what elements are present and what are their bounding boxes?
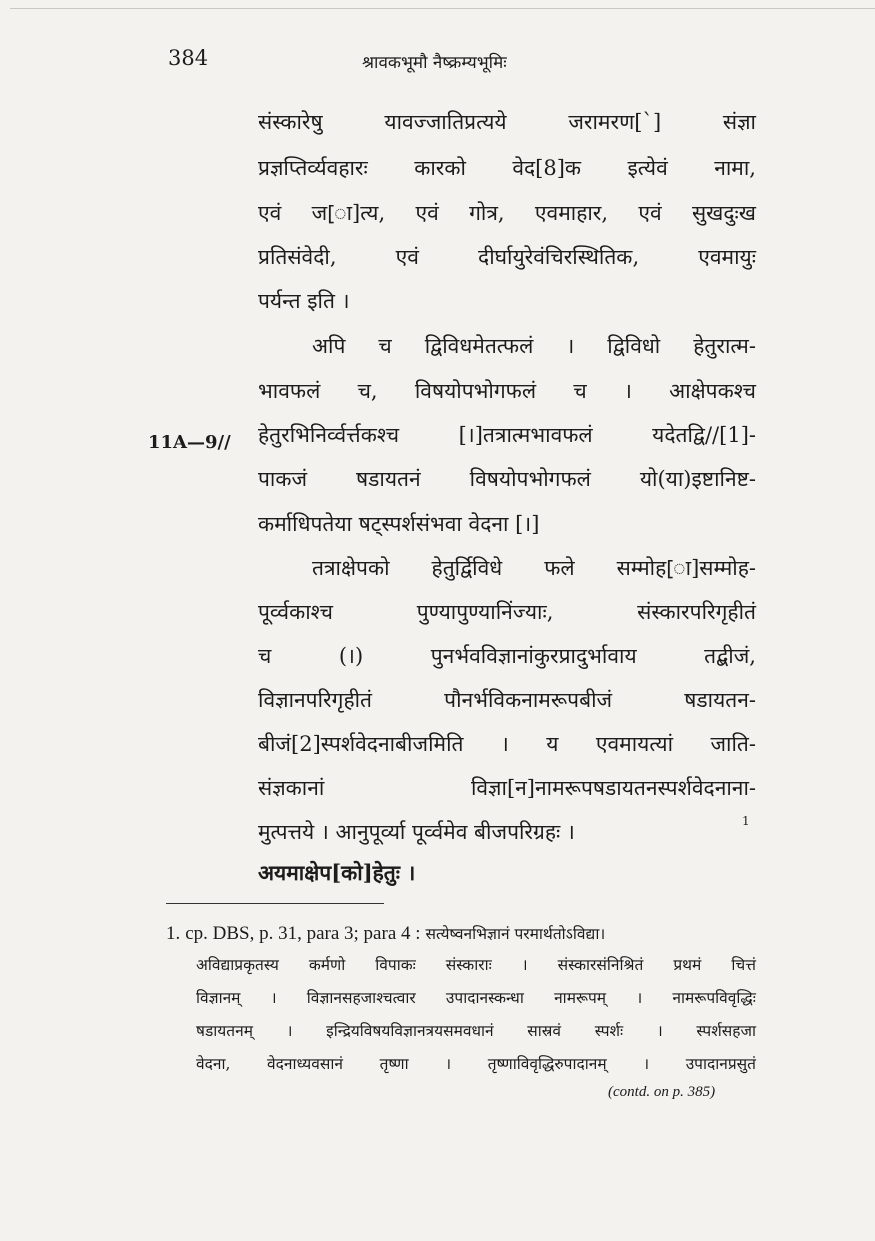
body-line: हेतुरभिनिर्व्वर्त्तकश्च [।]तत्रात्मभावफलं यदेतद्वि//[1]-	[258, 423, 756, 447]
footnote-rule	[166, 903, 384, 904]
body-line: संज्ञकानां विज्ञा[न]नामरूपषडायतनस्पर्शवेदनाना-	[258, 776, 756, 800]
body-line: प्रतिसंवेदी, एवं दीर्घायुरेवंचिरस्थितिक, एवमायुः	[258, 245, 756, 269]
footnote-first-line	[166, 924, 605, 943]
footnote-line: षडायतनम् । इन्द्रियविषयविज्ञानत्रयसमवधानं सास्रवं स्पर्शः । स्पर्शसहजा	[196, 1022, 756, 1040]
body-line: बीजं[2]स्पर्शवेदनाबीजमिति । य एवमायत्यां जाति-	[258, 732, 756, 756]
footnote-reference: 1	[742, 814, 750, 828]
body-line-bold: अयमाक्षेप[को]हेतुः ।	[258, 860, 416, 885]
footnote-continued: (contd. on p. 385)	[608, 1084, 716, 1100]
body-line: तत्राक्षेपको हेतुर्द्विविधे फले सम्मोह[ा]सम्मोह-	[312, 556, 756, 580]
footnote-number: 1.	[166, 923, 181, 944]
footnote-text: सत्येष्वनभिज्ञानं परमार्थतोऽविद्या।	[425, 925, 606, 943]
body-line: पूर्व्वकाश्च पुण्यापुण्यानिंज्याः, संस्कारपरिगृहीतं	[258, 600, 756, 624]
body-line: एवं ज[ा]त्य, एवं गोत्र, एवमाहार, एवं सुखदुःख	[258, 201, 756, 225]
margin-folio-note: 11A—9//	[148, 432, 231, 453]
body-line: कर्माधिपतेया षट्स्पर्शसंभवा वेदना [।]	[258, 512, 540, 536]
scan-edge-line	[10, 8, 875, 9]
body-line: संस्कारेषु यावज्जातिप्रत्यये जरामरण[`] संज्ञा	[258, 110, 756, 134]
body-line: भावफलं च, विषयोपभोगफलं च । आक्षेपकश्च	[258, 379, 756, 403]
footnote-line: वेदना, वेदनाध्यवसानं तृष्णा । तृष्णाविवृद्धिरुपादानम् । उपादानप्रसुतं	[196, 1055, 756, 1073]
body-line: अपि च द्विविधमेतत्फलं । द्विविधो हेतुरात्म-	[312, 334, 756, 358]
footnote-line: अविद्याप्रकृतस्य कर्मणो विपाकः संस्काराः । संस्कारसंनिश्रितं प्रथमं चित्तं	[196, 956, 756, 974]
body-line-text: मुत्पत्तये । आनुपूर्व्या पूर्व्वमेव बीजपरिग्रहः ।	[258, 820, 575, 844]
footnote-line: विज्ञानम् । विज्ञानसहजाश्चत्वार उपादानस्कन्धा नामरूपम् । नामरूपविवृद्धिः	[196, 989, 756, 1007]
body-line: च (।) पुनर्भवविज्ञानांकुरप्रादुर्भावाय तद्बीजं,	[258, 644, 756, 668]
body-line: पर्यन्त इति ।	[258, 289, 350, 313]
running-head: श्रावकभूमौ नैष्क्रम्यभूमिः	[362, 53, 507, 73]
body-line: पाकजं षडायतनं विषयोपभोगफलं यो(या)इष्टानिष्ट-	[258, 467, 756, 491]
page-number: 384	[168, 46, 209, 70]
body-line-with-footnote	[258, 822, 738, 843]
footnote-lead: cp. DBS, p. 31, para 3; para 4 :	[185, 923, 421, 944]
body-line: विज्ञानपरिगृहीतं पौनर्भविकनामरूपबीजं षडायतन-	[258, 688, 756, 712]
body-line: प्रज्ञप्तिर्व्यवहारः कारको वेद[8]क इत्येवं नामा,	[258, 156, 756, 180]
